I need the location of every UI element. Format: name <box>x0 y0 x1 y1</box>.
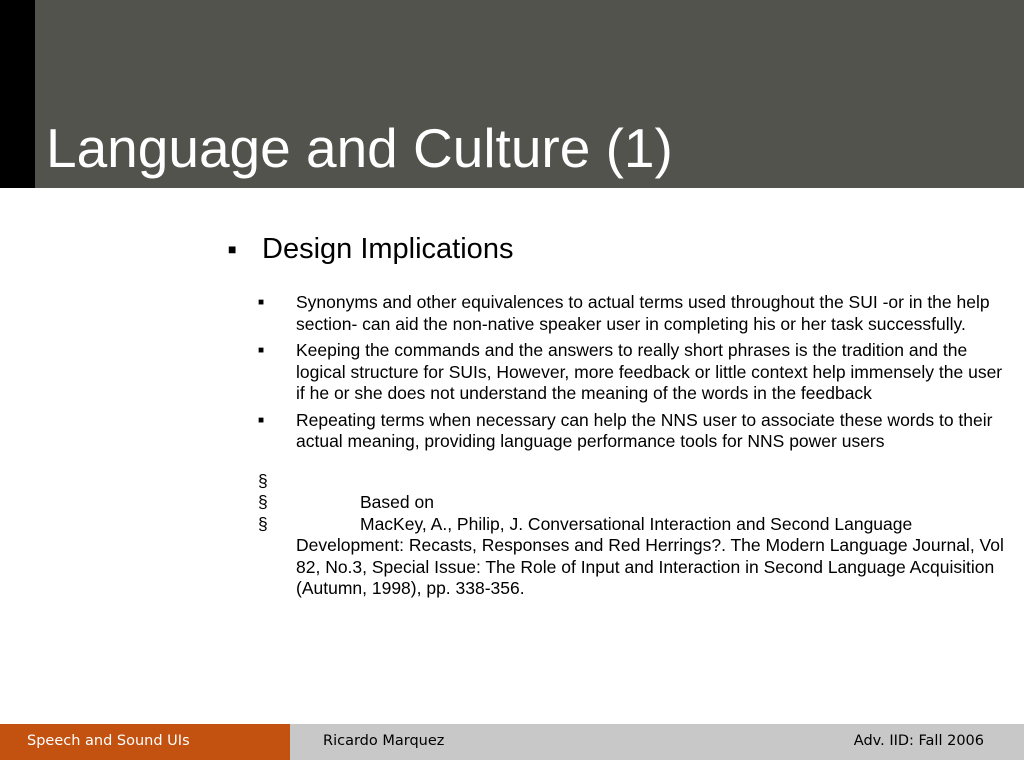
reference-text: Based on <box>360 492 434 512</box>
section-mark: § <box>258 513 268 534</box>
title-accent-strip <box>0 0 35 188</box>
square-bullet-icon: ■ <box>258 414 265 426</box>
square-bullet-icon: ■ <box>258 297 265 308</box>
footer-term: Adv. IID: Fall 2006 <box>853 733 984 749</box>
main-bullet-text: Design Implications <box>262 233 514 265</box>
footer-info <box>290 724 1024 760</box>
sub-bullet <box>228 340 1008 405</box>
slide-content <box>228 226 1008 600</box>
reference-text: MacKey, A., Philip, J. Conversational Interaction and Second Language Development: Recasts, Responses and Red Herrings?. The Modern Language Journal, Vol 82, No.3, Special Issue: The Role of Input and Interaction in Second Language Acquisition (Autumn, 1998), pp. 338-356. <box>296 513 1004 598</box>
sub-bullet <box>228 410 1008 453</box>
reference-item <box>228 514 1008 600</box>
sub-bullet-text: Repeating terms when necessary can help the NNS user to associate these words to their actual meaning, providing language performance tools for NNS power users <box>296 409 993 451</box>
reference-list <box>228 471 1008 600</box>
main-bullet <box>228 226 1008 272</box>
section-mark: § <box>258 470 268 491</box>
reference-item <box>228 492 1008 514</box>
section-mark: § <box>258 492 268 512</box>
footer-course-name: Speech and Sound UIs <box>0 724 290 760</box>
square-bullet-icon: ■ <box>258 345 265 356</box>
sub-bullet-text: Keeping the commands and the answers to really short phrases is the tradition and the logical structure for SUIs, However, more feedback or little context help immensely the user if he or she does not understand the meaning of the words in the feedback <box>296 340 1003 403</box>
slide-footer <box>0 724 1024 760</box>
sub-bullet <box>228 292 1008 335</box>
square-bullet-icon: ■ <box>228 241 237 257</box>
reference-item <box>228 471 1008 493</box>
title-band <box>0 0 1024 188</box>
footer-author: Ricardo Marquez <box>323 733 445 749</box>
sub-bullet-list <box>228 292 1008 453</box>
slide-title: Language and Culture (1) <box>46 117 673 179</box>
sub-bullet-text: Synonyms and other equivalences to actual terms used throughout the SUI -or in the help section- can aid the non-native speaker user in completing his or her task successfully. <box>296 292 990 334</box>
